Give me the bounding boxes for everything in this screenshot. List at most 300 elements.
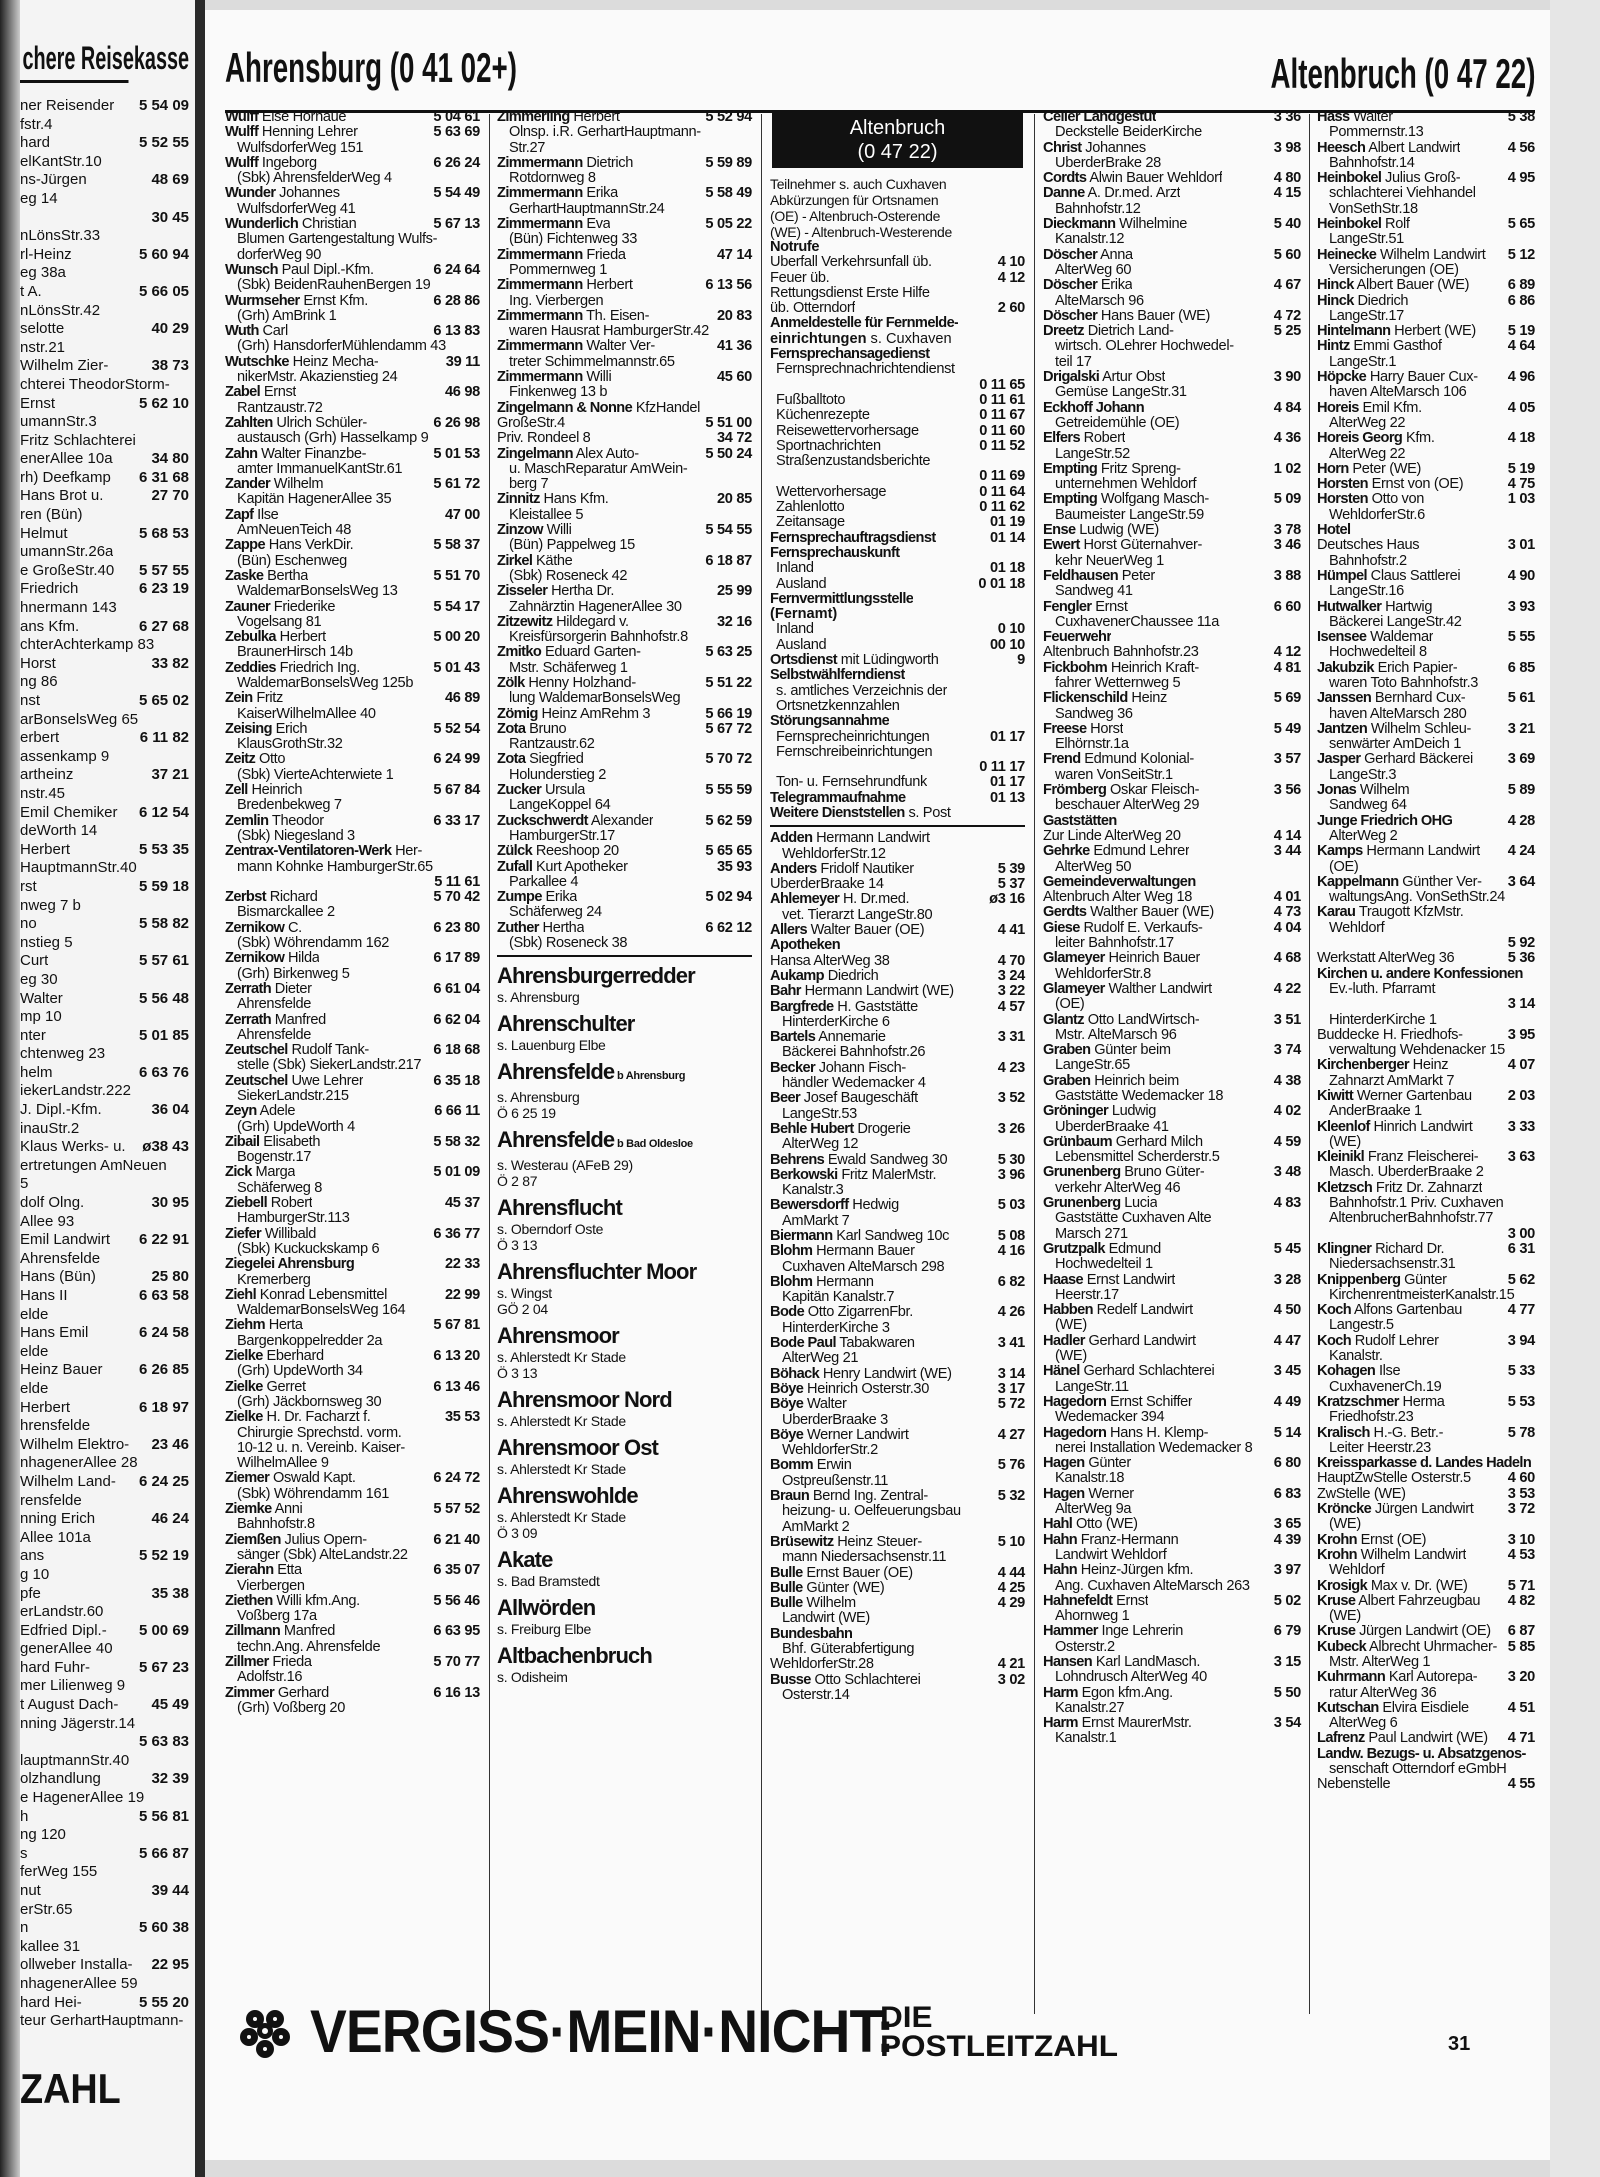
listing-text: Kiwitt Werner Gartenbau xyxy=(1317,1089,1472,1104)
listing-address: Mstr. AlteMarsch 96 xyxy=(1055,1027,1177,1043)
listing-address: HamburgerStr.113 xyxy=(237,1211,350,1227)
listing-entry xyxy=(497,309,752,324)
listing-address: Bahnhofstr.12 xyxy=(1055,201,1141,217)
listing-address: WaldemarBonselsWeg 125b xyxy=(237,675,414,691)
listing-name: Hintelmann xyxy=(1317,324,1391,340)
listing-text: Zillmer Frieda xyxy=(225,1654,312,1670)
previous-page-text: teur GerhartHauptmann- xyxy=(20,2012,184,2030)
previous-page-line xyxy=(20,618,195,637)
listing-name: Zappe xyxy=(225,538,265,554)
place-heading: Ahrenswohlde xyxy=(497,1483,638,1509)
previous-page-text: pfe xyxy=(20,1584,41,1602)
previous-page-number: 40 29 xyxy=(151,320,189,338)
listing-entry xyxy=(1043,661,1301,676)
listing-address: ÜberderBraake 41 xyxy=(1055,1119,1169,1135)
listing-address: (WE) xyxy=(1329,1609,1361,1625)
service-line-number: 01 17 xyxy=(989,728,1025,745)
listing-entry xyxy=(225,1257,480,1272)
listing-entry xyxy=(225,1594,480,1609)
previous-page-line xyxy=(20,1696,195,1715)
previous-page-text: mp 10 xyxy=(20,1008,62,1026)
previous-page-line xyxy=(20,357,195,376)
listing-text: Zur Linde AlterWeg 20 xyxy=(1043,828,1181,844)
listing-name: Haase xyxy=(1043,1272,1084,1288)
previous-page-line xyxy=(20,227,195,246)
listing-entry xyxy=(1317,752,1535,767)
listing-address: GerhartHauptmannStr.24 xyxy=(509,201,665,217)
listing-phone: 3 41 xyxy=(997,1335,1025,1352)
listing-address: Mstr. Schäferweg 1 xyxy=(509,660,628,676)
listing-phone: 3 48 xyxy=(1273,1164,1301,1181)
listing-phone: 4 50 xyxy=(1273,1302,1301,1319)
listing-text: Zielke Gerret xyxy=(225,1379,306,1395)
previous-page-text: umannStr.26a xyxy=(20,543,114,561)
listing-phone: 4 41 xyxy=(997,922,1025,939)
previous-page-line xyxy=(20,1064,195,1083)
listing-phone: 5 85 xyxy=(1507,1638,1535,1655)
listing-text: Zeising Erich xyxy=(225,721,308,737)
listing-text xyxy=(1317,1747,1526,1762)
place-heading: Ahrensflucht xyxy=(497,1195,622,1221)
listing-phone: 3 52 xyxy=(997,1090,1025,1107)
listing-text: ÜberderBraake 14 xyxy=(770,877,884,893)
listing-address: stelle (Sbk) SiekerLandstr.217 xyxy=(237,1058,422,1074)
previous-page-text: hard Fuhr- xyxy=(20,1658,91,1676)
listing-text: Zimmer Gerhard xyxy=(225,1685,329,1701)
place-reference: GÖ 2 04 xyxy=(497,1301,548,1318)
place-reference: s. Odisheim xyxy=(497,1669,568,1686)
listing-text: Zielke Eberhard xyxy=(225,1349,324,1365)
listing-text: Jakubzik Erich Papier- xyxy=(1317,660,1458,676)
intro-line: Abkürzungen für Ortsnamen xyxy=(770,192,939,208)
listing-phone: 4 18 xyxy=(1507,430,1535,447)
previous-page-number: 6 23 19 xyxy=(138,580,189,598)
listing-address: Rantzaustr.62 xyxy=(509,737,595,753)
previous-page-line xyxy=(20,841,195,860)
previous-page-line xyxy=(20,1473,195,1492)
service-number: 01 13 xyxy=(989,789,1025,806)
listing-address: CuxhavenerCh.19 xyxy=(1329,1379,1442,1395)
listing-text: Altenbruch Alter Weg 18 xyxy=(1043,890,1193,906)
listing-address: waren Hausrat HamburgerStr.42 xyxy=(509,324,709,340)
listing-text: Ziebell Robert xyxy=(225,1196,313,1212)
listing-text: Harm Ernst MaurerMstr. xyxy=(1043,1716,1192,1732)
listing-name: Zimmermann xyxy=(497,186,583,202)
place-reference: s. Oberndorf Oste xyxy=(497,1221,604,1238)
listing-entry xyxy=(1317,401,1535,416)
service-name-cont: einrichtungen s. Cuxhaven xyxy=(770,330,952,347)
listing-name: Junge Friedrich OHG xyxy=(1317,813,1453,829)
listing-address: Finkenweg 13 b xyxy=(509,385,608,401)
listing-phone: 5 40 xyxy=(1273,216,1301,233)
listing-phone: 4 81 xyxy=(1273,659,1301,676)
listing-address: AlterWeg 60 xyxy=(1055,262,1132,278)
listing-text: Zeutschel Uwe Lehrer xyxy=(225,1073,364,1089)
listing-entry xyxy=(225,263,480,278)
listing-name: Hass xyxy=(1317,110,1350,125)
listing-phone: 20 83 xyxy=(716,307,752,324)
listing-entry xyxy=(1317,783,1535,798)
notruf-number: 4 12 xyxy=(997,269,1025,286)
previous-page-line xyxy=(20,543,195,562)
listing-address: WilhelmAllee 9 xyxy=(237,1456,329,1472)
listing-text xyxy=(1043,814,1117,829)
previous-page-text: Friedrich xyxy=(20,580,79,598)
listing-phone: 4 82 xyxy=(1507,1592,1535,1609)
previous-page-line xyxy=(20,1659,195,1678)
notruf-entry xyxy=(770,286,1025,301)
listing-entry xyxy=(770,1627,1025,1642)
previous-page-line xyxy=(20,209,195,228)
service-line-number: 0 11 62 xyxy=(979,499,1025,516)
previous-page-line xyxy=(20,525,195,544)
notruf-entry xyxy=(770,271,1025,286)
listing-address: AmMarkt 2 xyxy=(782,1519,850,1535)
listing-address: (Grh) AmBrink 1 xyxy=(237,308,337,324)
listing-phone: 6 86 xyxy=(1507,292,1535,309)
listing-entry xyxy=(1043,278,1301,293)
listing-entry xyxy=(1043,1594,1301,1609)
page-number: 31 xyxy=(1448,2033,1471,2055)
listing-address: wirtsch. OLehrer Hochwedel- xyxy=(1055,339,1234,355)
place-reference: Ö 2 87 xyxy=(497,1173,538,1190)
listing-name: Lafrenz xyxy=(1317,1731,1365,1747)
listing-name: Kratzschmer xyxy=(1317,1394,1399,1410)
listing-entry xyxy=(497,278,752,293)
listing-text: Hümpel Claus Sattlerei xyxy=(1317,568,1461,584)
listing-phone: 5 58 37 xyxy=(433,537,480,554)
listing-entry xyxy=(225,921,480,936)
service-line-number: 01 19 xyxy=(989,514,1025,531)
listing-phone: 6 28 86 xyxy=(433,292,480,309)
listing-address: schlachterei Viehhandel xyxy=(1329,186,1476,202)
listing-name: Kiwitt xyxy=(1317,1089,1354,1104)
listing-entry xyxy=(770,1305,1025,1320)
service-line-number: 0 11 52 xyxy=(979,437,1025,454)
listing-entry xyxy=(1317,339,1535,354)
listing-phone: 5 66 19 xyxy=(705,705,752,722)
listing-address: Leiter Heerstr.23 xyxy=(1329,1440,1431,1456)
place-reference: Ö 6 25 19 xyxy=(497,1105,556,1122)
listing-entry xyxy=(770,1596,1025,1611)
listing-phone: 5 01 09 xyxy=(433,1164,480,1181)
listing-name: Ense xyxy=(1043,523,1076,539)
listing-name: Grutzpalk xyxy=(1043,1241,1105,1257)
previous-page-line xyxy=(20,1231,195,1250)
listing-text: Zmitko Eduard Garten- xyxy=(497,645,641,661)
listing-entry xyxy=(770,1382,1025,1397)
previous-page-number: 35 38 xyxy=(151,1584,189,1602)
listing-phone: 6 23 80 xyxy=(433,919,480,936)
listing-phone: 5 62 59 xyxy=(705,812,752,829)
listing-phone: 4 68 xyxy=(1273,950,1301,967)
listing-phone: 4 44 xyxy=(997,1564,1025,1581)
listing-name: Blohm xyxy=(770,1244,813,1260)
listing-entry xyxy=(225,1410,480,1425)
listing-address: Rotdornweg 8 xyxy=(509,171,596,187)
service-entry xyxy=(770,316,1025,331)
listing-text: Zota Bruno xyxy=(497,721,567,737)
listing-phone: 5 61 72 xyxy=(433,476,480,493)
listing-phone: 5 89 xyxy=(1507,782,1535,799)
service-line xyxy=(770,424,1025,439)
listing-text: Zimmermann Dietrich xyxy=(497,155,634,171)
listing-address: Wehldorf xyxy=(1329,1563,1385,1579)
listing-name: Zimmermann xyxy=(497,308,583,324)
listing-address: Bhf. Güterabfertigung xyxy=(782,1642,915,1658)
previous-page-line xyxy=(20,1938,195,1957)
listing-entry xyxy=(770,1397,1025,1412)
listing-phone: 5 55 59 xyxy=(705,782,752,799)
listing-name: Habben xyxy=(1043,1303,1093,1319)
service-entry xyxy=(770,347,1025,362)
listing-address: Ing. Vierbergen xyxy=(509,293,604,309)
listing-text: Gehrke Edmund Lehrer xyxy=(1043,844,1190,860)
listing-address: Pommernweg 1 xyxy=(509,262,607,278)
listing-phone: 45 37 xyxy=(444,1195,480,1212)
previous-page-text: nstieg 5 xyxy=(20,933,73,951)
listing-name: Wunsch xyxy=(225,262,278,278)
service-line-label: Zeitansage xyxy=(776,515,845,531)
listing-text: Zeddies Friedrich Ing. xyxy=(225,660,360,676)
previous-page-line xyxy=(20,1956,195,1975)
listing-address: Schäferweg 8 xyxy=(237,1180,323,1196)
listing-name: Zingelmann & Nonne xyxy=(497,400,633,416)
previous-page-text: Herbert xyxy=(20,840,71,858)
listing-phone: 5 56 46 xyxy=(433,1592,480,1609)
previous-page-line xyxy=(20,1845,195,1864)
listing-name: Ziefer xyxy=(225,1226,262,1242)
listing-entry xyxy=(497,217,752,232)
listing-address: kehr NeuerWeg 1 xyxy=(1055,553,1164,569)
previous-page-number: 5 68 53 xyxy=(138,524,189,542)
listing-entry xyxy=(1317,492,1535,507)
listing-phone: 4 71 xyxy=(1507,1730,1535,1747)
listing-phone: 3 74 xyxy=(1273,1042,1301,1059)
previous-page-text: s xyxy=(20,1844,28,1862)
listing-name: Gaststätten xyxy=(1043,813,1117,829)
previous-page-text: rh) Deefkamp xyxy=(20,468,111,486)
listing-name: Grunenberg xyxy=(1043,1196,1121,1212)
listing-entry xyxy=(770,984,1025,999)
listing-address: Sandweg 64 xyxy=(1329,798,1407,814)
listing-address: Hochwedelteil 8 xyxy=(1329,645,1427,661)
listing-text: Zerrath Manfred xyxy=(225,1012,326,1028)
listing-text: Horsten Ernst von (OE) xyxy=(1317,477,1464,493)
listing-name: Zimmermann xyxy=(497,370,583,386)
listing-entry xyxy=(225,1043,480,1058)
listing-name: Kubeck xyxy=(1317,1639,1367,1655)
listing-address: AlterWeg 21 xyxy=(782,1351,859,1367)
listing-address: Zahnarzt AmMarkt 7 xyxy=(1329,1073,1455,1089)
listing-entry xyxy=(225,814,480,829)
column-divider xyxy=(761,114,762,2014)
listing-entry xyxy=(225,1655,480,1670)
listing-phone: 3 14 xyxy=(1507,996,1535,1013)
listing-phone: 5 70 72 xyxy=(705,751,752,768)
listing-address: Gemüse LangeStr.31 xyxy=(1055,385,1187,401)
listing-address: Parkallee 4 xyxy=(509,874,579,890)
listing-address: Bäckerei LangeStr.42 xyxy=(1329,614,1462,630)
listing-text: Hass Walter xyxy=(1317,110,1393,125)
previous-page-number: 30 45 xyxy=(151,208,189,226)
listing-text: Zülck Reeshoop 20 xyxy=(497,844,619,860)
previous-page-number: 5 56 48 xyxy=(138,989,189,1007)
listing-text: Zota Siegfried xyxy=(497,752,584,768)
listing-entry xyxy=(770,954,1025,969)
listing-name: Kruse xyxy=(1317,1593,1356,1609)
listing-entry xyxy=(1317,905,1535,920)
listing-text: Bargfrede H. Gaststätte xyxy=(770,999,918,1015)
listing-phone: 6 79 xyxy=(1273,1623,1301,1640)
service-line xyxy=(770,469,1025,484)
listing-text: Feldhausen Peter xyxy=(1043,568,1155,584)
listing-phone: 4 26 xyxy=(997,1304,1025,1321)
listing-entry xyxy=(1317,1640,1535,1655)
listing-entry xyxy=(497,110,752,125)
listing-phone: 3 14 xyxy=(997,1365,1025,1382)
listing-text: Gerdts Walther Bauer (WE) xyxy=(1043,905,1214,921)
listing-address: fahrer Wetternweg 5 xyxy=(1055,675,1181,691)
listing-text: Bulle Wilhelm xyxy=(770,1596,856,1612)
listing-name: Graben xyxy=(1043,1043,1091,1059)
previous-page-number: 5 54 09 xyxy=(138,97,189,114)
previous-page-text: chterAchterkamp 83 xyxy=(20,636,155,654)
listing-text: Grünbaum Gerhard Milch xyxy=(1043,1134,1203,1150)
previous-page-line xyxy=(20,450,195,469)
listing-text: Kubeck Albrecht Uhrmacher- xyxy=(1317,1639,1498,1655)
listing-text: Horn Peter (WE) xyxy=(1317,461,1422,477)
previous-page-text: rensfelde xyxy=(20,1491,82,1509)
listing-entry xyxy=(1043,1426,1301,1441)
listing-entry xyxy=(1317,691,1535,706)
place-reference: s. Ahlerstedt Kr Stade xyxy=(497,1509,626,1526)
listing-phone: 3 65 xyxy=(1273,1516,1301,1533)
listing-entry xyxy=(1317,523,1535,538)
listing-name: Hahn xyxy=(1043,1532,1078,1548)
listing-entry xyxy=(1317,370,1535,385)
listing-phone: 6 17 89 xyxy=(433,950,480,967)
listing-entry xyxy=(1317,844,1535,859)
listing-entry xyxy=(1317,936,1535,951)
listing-name: Landw. Bezugs- u. Absatzgenos- xyxy=(1317,1746,1526,1762)
listing-entry xyxy=(1317,1028,1535,1043)
listing-text: Heinbokel Julius Groß- xyxy=(1317,171,1461,187)
listing-entry xyxy=(1317,875,1535,890)
intro-line: Teilnehmer s. auch Cuxhaven xyxy=(770,176,947,192)
page-margin xyxy=(1550,0,1600,2177)
previous-page-line xyxy=(20,487,195,506)
previous-page-text: Wilhelm Land- xyxy=(20,1472,116,1490)
listing-text: Nebenstelle xyxy=(1317,1777,1391,1793)
listing-entry xyxy=(497,370,752,385)
listing-phone: 5 19 xyxy=(1507,460,1535,477)
previous-page-text: hard Hei- xyxy=(20,1993,82,2011)
listing-phone: 5 08 xyxy=(997,1228,1025,1244)
listing-entry xyxy=(1317,951,1535,966)
service-line xyxy=(770,745,1025,760)
listing-phone: 3 72 xyxy=(1507,1501,1535,1518)
listing-name: Zeutschel xyxy=(225,1043,288,1059)
listing-address: HinterderKirche 6 xyxy=(782,1014,890,1030)
listing-entry xyxy=(1317,1273,1535,1288)
listing-name: Gerdts xyxy=(1043,905,1087,921)
previous-page-line xyxy=(20,1901,195,1920)
service-name: Störungsannahme xyxy=(770,714,890,730)
previous-page-line xyxy=(20,2012,195,2031)
listing-address: KaiserWilhelmAllee 40 xyxy=(237,706,376,722)
service-line xyxy=(770,500,1025,515)
previous-page-number: 6 31 68 xyxy=(138,468,189,486)
listing-text: Zingelmann & Nonne KfzHandel xyxy=(497,400,701,416)
previous-page-text: Allee 101a xyxy=(20,1528,91,1546)
listing-entry xyxy=(1317,1502,1535,1517)
listing-text xyxy=(1317,523,1351,538)
listing-text: Hansa AlterWeg 38 xyxy=(770,953,890,969)
listing-entry xyxy=(225,1074,480,1089)
listing-name: Braun xyxy=(770,1489,810,1505)
listing-text xyxy=(1043,110,1156,125)
listing-name: Ziehl xyxy=(225,1287,257,1303)
previous-page-number: 5 52 55 xyxy=(138,134,189,152)
listing-phone: 5 54 55 xyxy=(705,522,752,539)
listing-name: Hammer xyxy=(1043,1624,1098,1640)
listing-name: Hagen xyxy=(1043,1486,1085,1502)
listing-name: Zerrath xyxy=(225,1012,272,1028)
previous-page-line xyxy=(20,1194,195,1213)
service-line xyxy=(770,699,1025,714)
listing-name: Horn xyxy=(1317,461,1349,477)
listing-address: Vogelsang 81 xyxy=(237,614,322,630)
listing-phone: 3 36 xyxy=(1273,109,1301,125)
listing-entry xyxy=(225,125,480,140)
listing-name: Böye xyxy=(770,1427,804,1443)
listing-entry xyxy=(225,600,480,615)
listing-name: Cordts xyxy=(1043,171,1087,187)
listing-address: verkehr AlterWeg 46 xyxy=(1055,1180,1181,1196)
listing-entry xyxy=(225,1533,480,1548)
listing-entry xyxy=(225,538,480,553)
listing-entry xyxy=(1043,171,1301,186)
previous-page-text: h xyxy=(20,1807,29,1825)
listing-text: Ahlemeyer H. Dr.med. xyxy=(770,892,910,908)
listing-text: Heesch Albert Landwirt xyxy=(1317,140,1461,156)
previous-page-line xyxy=(20,1826,195,1845)
listing-text xyxy=(1317,967,1523,982)
listing-text: Zimmermann Herbert xyxy=(497,278,633,294)
listing-text: Harm Egon kfm.Ang. xyxy=(1043,1685,1173,1701)
previous-page-line xyxy=(20,1082,195,1101)
previous-page-line xyxy=(20,506,195,525)
service-line-number: 0 11 60 xyxy=(979,422,1025,439)
listing-name: Glameyer xyxy=(1043,951,1105,967)
previous-page-text: n xyxy=(20,1919,29,1937)
previous-page-number: 25 80 xyxy=(151,1268,189,1286)
listing-text: Kirchenberger Heinz xyxy=(1317,1058,1449,1074)
listing-text: Zinzow Willi xyxy=(497,523,572,539)
previous-page-number: 6 24 58 xyxy=(138,1324,189,1342)
listing-phone: 5 53 xyxy=(1507,1393,1535,1410)
service-entry xyxy=(770,668,1025,683)
listing-text: Zein Fritz xyxy=(225,691,283,707)
listing-address: AlteMarsch 96 xyxy=(1055,293,1144,309)
listing-address: WaldemarBonselsWeg 13 xyxy=(237,584,398,600)
listing-phone: 5 36 xyxy=(1507,950,1535,967)
listing-text: Fengler Ernst xyxy=(1043,599,1128,615)
listing-text: Wurmseher Ernst Kfm. xyxy=(225,293,368,309)
listing-phone: 3 90 xyxy=(1273,369,1301,386)
service-line-number: 0 11 69 xyxy=(979,468,1025,485)
